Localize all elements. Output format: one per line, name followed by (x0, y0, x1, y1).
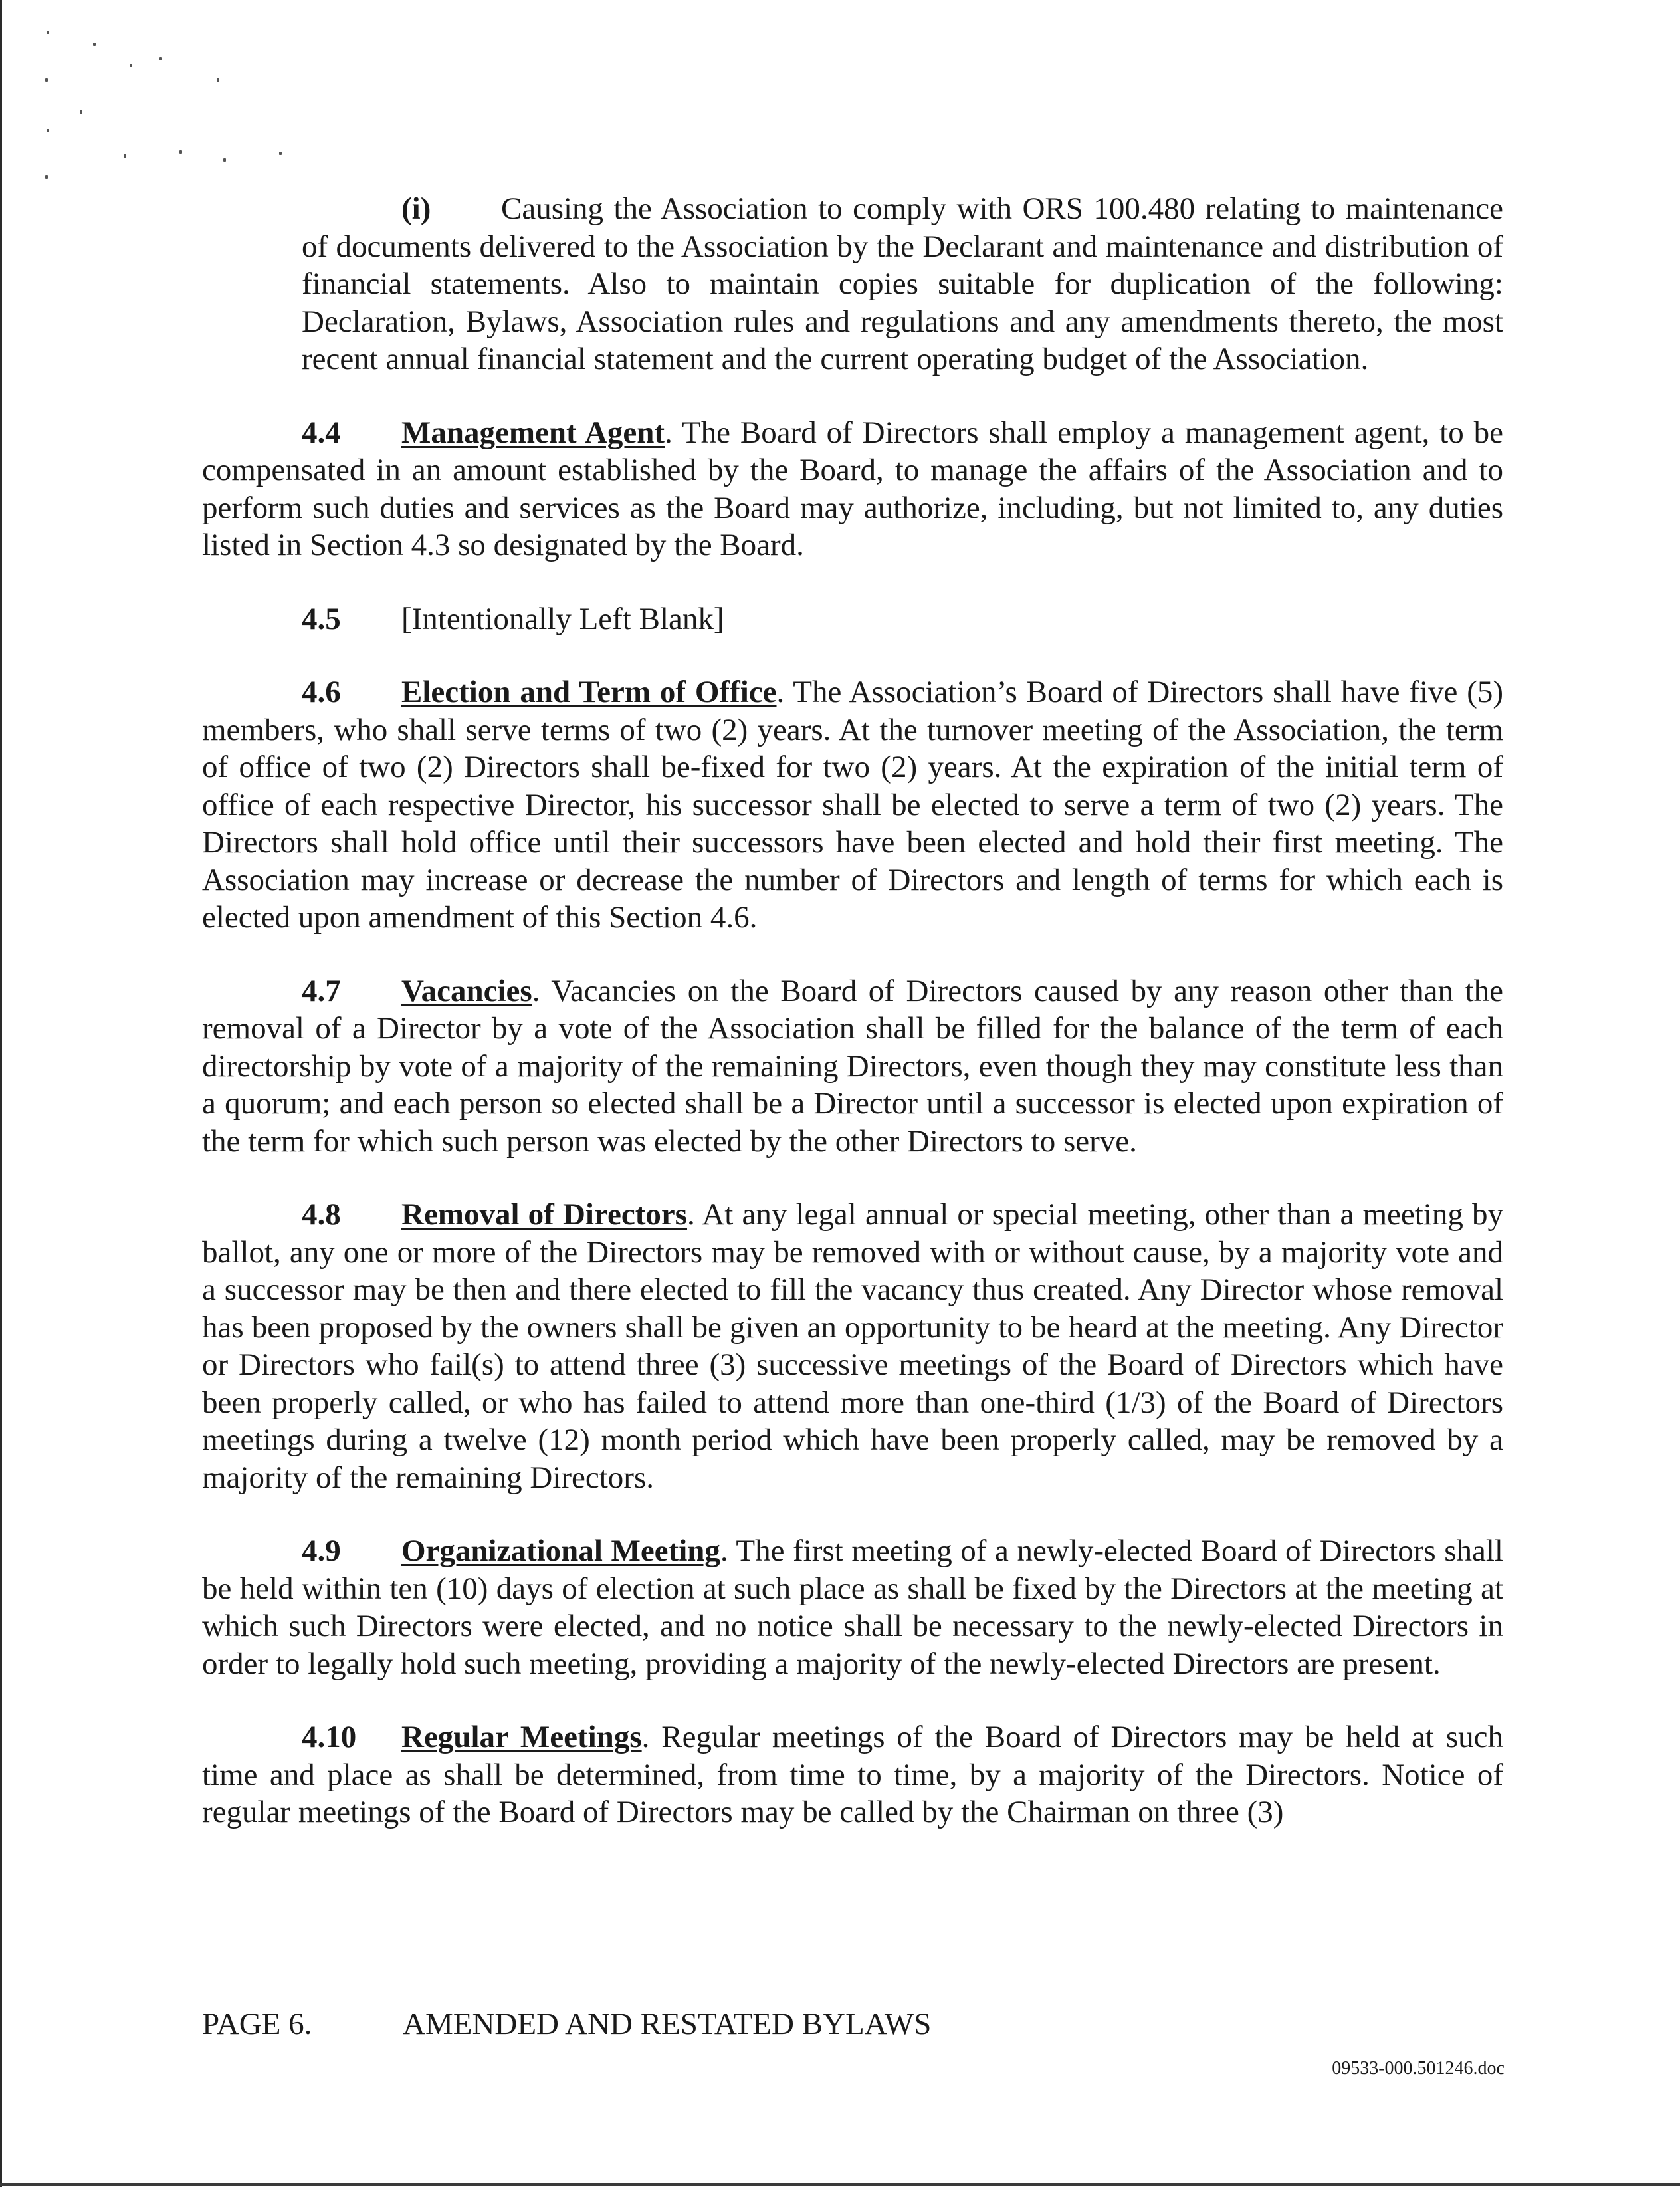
section-heading: Removal of Directors (401, 1197, 688, 1232)
section-number: 4.8 (302, 1197, 341, 1232)
section-number: 4.7 (302, 973, 341, 1008)
section-number: 4.10 (302, 1720, 357, 1754)
section-number: 4.6 (302, 675, 341, 709)
scan-speck (223, 158, 226, 162)
section-heading: Election and Term of Office (401, 675, 777, 709)
document-title: AMENDED AND RESTATED BYLAWS (403, 2007, 932, 2041)
scan-speck (130, 64, 132, 67)
section-heading: Vacancies (401, 973, 532, 1008)
paragraph-text: . Vacancies on the Board of Directors caused by any reason other than the removal of a Director by a vote of the Association shall be filled for the balance of the term of each directorship by vote of a majority of the remaining Directors, even though they may constitute less than a quorum; and each person so elected shall be a Director until a successor is elected upon expiration of the term for which such person was elected by the other Directors to serve. (202, 973, 1503, 1159)
paragraph-text: . The first meeting of a newly-elected Board of Directors shall be held within ten (10) days of election at such place as shall be fixed by the Directors at the meeting at which such Directors were elected, and no notice shall be necessary to the newly-elected Directors in order to legally hold such meeting, providing a majority of the newly-elected Directors are present. (202, 1534, 1503, 1681)
scan-speck (279, 152, 282, 155)
paragraph-text: Causing the Association to comply with ORS 100.480 relating to maintenance of documents delivered to the Association by the Declarant and maintenance and distribution of financial statements. Also to maintain copies suitable for duplication of the following: Declaration, Bylaws, Association rules and regulations and any amendments thereto, the most recent annual financial statement and the current operating budget of the Association. (302, 191, 1503, 376)
scan-speck (80, 110, 82, 114)
paragraph-4-9 (202, 1532, 1503, 1682)
paragraph-text: . At any legal annual or special meeting, other than a meeting by ballot, any one or more of the Directors may be removed with or without cause, by a majority vote and a successor may be then and there elected to fill the vacancy thus created. Any Director whose removal has been proposed by the owners shall be given an opportunity to be heard at the meeting. Any Director or Directors who fail(s) to attend three (3) successive meetings of the Board of Directors which have been properly called, or who has failed to attend more than one-third (1/3) of the Board of Directors meetings during a twelve (12) month period which have been properly called, may be removed by a majority of the remaining Directors. (202, 1197, 1504, 1495)
paragraph-text: . Regular meetings of the Board of Directors may be held at such time and place as shall be determined, from time to time, by a majority of the Directors. Notice of regular meetings of the Board of Directors may be called by the Chairman on three (3) (202, 1720, 1503, 1829)
scan-speck (179, 150, 182, 154)
paragraph-4-7 (202, 973, 1503, 1161)
paragraph-4-6 (202, 673, 1503, 937)
section-number: (i) (401, 191, 431, 226)
section-heading: Organizational Meeting (401, 1534, 720, 1568)
document-id: 09533-000.501246.doc (1332, 2058, 1505, 2079)
section-number: 4.9 (302, 1534, 341, 1568)
section-heading: Management Agent (401, 415, 665, 450)
page-number: PAGE 6. (202, 2007, 312, 2041)
paragraph-text: . The Board of Directors shall employ a management agent, to be compensated in an amount established by the Board, to manage the affairs of the Association and to perform such duties and services as the Board may authorize, including, but not limited to, any duties listed in Section 4.3 so designated by the Board. (202, 415, 1504, 562)
paragraph-text: [Intentionally Left Blank] (401, 601, 724, 636)
scan-speck (217, 78, 219, 82)
paragraph-text: . The Association’s Board of Directors shall have five (5) members, who shall serve terms of two (2) years. At the turnover meeting of the Association, the term of office of two (2) Directors shall be-fixed for two (2) years. At the expiration of the initial term of office of each respective Director, his successor shall be elected to serve a term of two (2) years. The Directors shall hold office until their successors have been elected and hold their first meeting. The Association may increase or decrease the number of Directors and length of terms for which each is elected upon amendment of this Section 4.6. (202, 675, 1503, 935)
scan-speck (47, 31, 49, 34)
section-number: 4.4 (302, 415, 341, 450)
paragraph-4-4 (202, 414, 1503, 564)
paragraph-4-10 (202, 1718, 1503, 1831)
scan-speck (47, 129, 49, 132)
paragraph-4-8 (202, 1196, 1503, 1496)
scan-speck (93, 43, 96, 46)
scan-speck (124, 154, 126, 158)
page-footer (202, 2006, 931, 2042)
page-edge-left (0, 0, 2, 2187)
scan-speck (45, 78, 48, 82)
paragraph-4-5 (202, 600, 1503, 638)
scan-speck (159, 57, 162, 60)
section-number: 4.5 (302, 601, 341, 636)
document-body (202, 190, 1503, 1867)
section-heading: Regular Meetings (401, 1720, 642, 1754)
paragraph-4-3-i (302, 190, 1503, 378)
page-edge-bottom (0, 2183, 1680, 2186)
scan-speck (45, 175, 48, 179)
